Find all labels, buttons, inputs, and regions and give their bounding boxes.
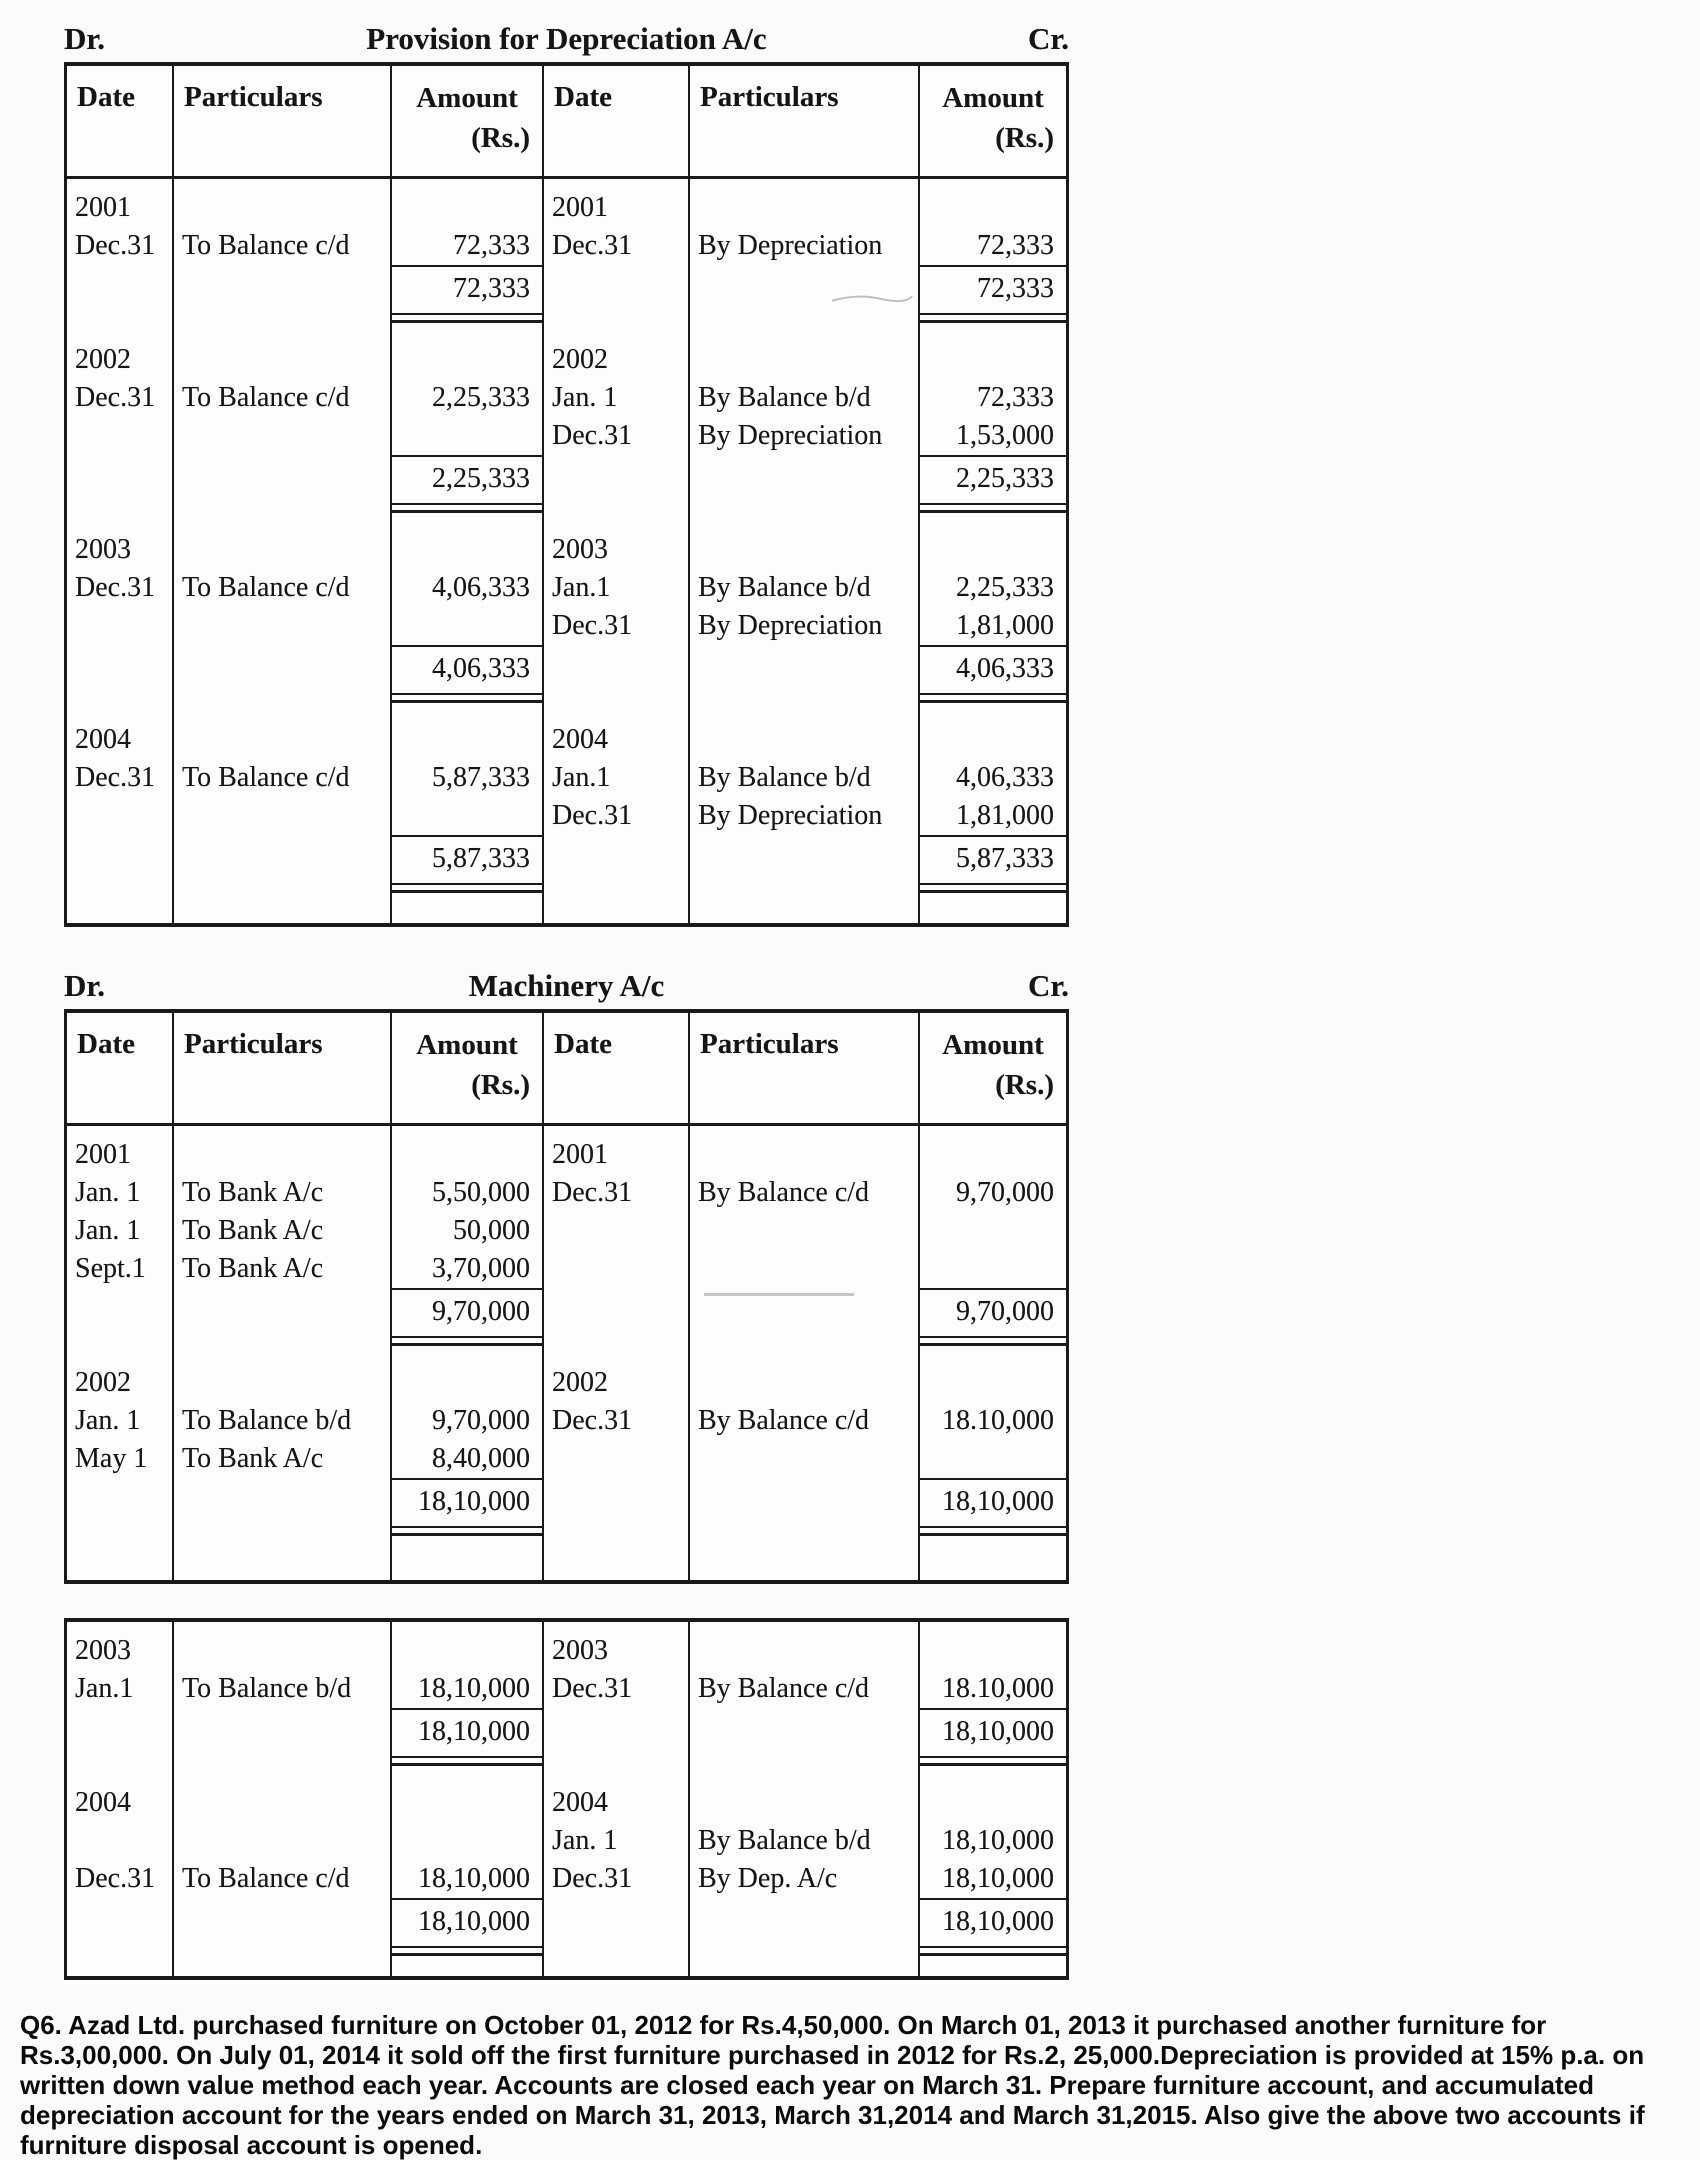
cr-label: Cr. <box>1027 21 1069 56</box>
entry-amount: 9,70,000 <box>956 1177 1054 1208</box>
entry-particulars: To Bank A/c <box>182 1253 324 1284</box>
entry-date: Dec.31 <box>552 1177 633 1208</box>
entry-amount: 18,10,000 <box>942 1825 1054 1856</box>
entry-particulars: To Balance c/d <box>182 572 350 603</box>
year-label: 2004 <box>552 1787 608 1818</box>
entry-particulars: By Depreciation <box>698 420 883 451</box>
entry-amount: 5,87,333 <box>432 762 530 793</box>
double-rule <box>920 1338 1066 1346</box>
col-header-particulars: Particulars <box>700 1028 839 1060</box>
total-amount: 5,87,333 <box>392 835 542 885</box>
col-header-date: Date <box>77 1028 135 1060</box>
total-amount: 72,333 <box>392 265 542 315</box>
entry-date: Dec.31 <box>552 420 633 451</box>
total-amount: 72,333 <box>920 265 1066 315</box>
double-rule <box>392 1948 542 1956</box>
depreciation-account-table <box>64 62 1069 927</box>
entry-amount: 18.10,000 <box>942 1405 1054 1436</box>
entry-particulars: To Balance c/d <box>182 230 350 261</box>
entry-particulars: By Depreciation <box>698 800 883 831</box>
col-header-amount: Amount <box>416 82 518 114</box>
entry-date: Dec.31 <box>552 1673 633 1704</box>
entry-amount: 50,000 <box>453 1215 530 1246</box>
total-amount: 4,06,333 <box>920 645 1066 695</box>
year-section-2003 <box>67 521 1066 711</box>
total-amount: 4,06,333 <box>392 645 542 695</box>
spacer-line <box>174 189 390 227</box>
double-rule <box>392 1528 542 1536</box>
double-rule <box>392 1758 542 1766</box>
col-header-date: Date <box>554 81 612 113</box>
col-header-rs: (Rs.) <box>995 1069 1054 1101</box>
year-label: 2001 <box>75 192 131 223</box>
entry-amount: 2,25,333 <box>432 382 530 413</box>
entry-particulars: By Depreciation <box>698 230 883 261</box>
entry-particulars: By Balance c/d <box>698 1177 870 1208</box>
double-rule <box>920 1948 1066 1956</box>
spacer-line <box>690 341 918 379</box>
spacer-line <box>690 1784 918 1822</box>
double-rule <box>392 315 542 323</box>
account-caption-depreciation <box>64 16 1069 62</box>
entry-date: Dec.31 <box>75 1863 156 1894</box>
spacer-line <box>392 189 542 227</box>
year-label: 2001 <box>552 192 608 223</box>
entry-particulars: To Balance c/d <box>182 762 350 793</box>
entry-particulars: By Balance c/d <box>698 1673 870 1704</box>
double-rule <box>920 1528 1066 1536</box>
entry-date: Dec.31 <box>75 572 156 603</box>
spacer-line <box>392 721 542 759</box>
spacer-line <box>174 341 390 379</box>
entry-particulars: By Balance b/d <box>698 1825 871 1856</box>
spacer-line <box>920 531 1066 569</box>
double-rule <box>920 695 1066 703</box>
col-header-rs: (Rs.) <box>471 122 530 154</box>
scan-artifact <box>704 1293 854 1296</box>
spacer-line <box>920 1784 1066 1822</box>
spacer-line <box>920 189 1066 227</box>
entry-date: Dec.31 <box>75 382 156 413</box>
spacer-line <box>174 531 390 569</box>
entry-date: Jan.1 <box>75 1673 134 1704</box>
entry-amount <box>392 1822 542 1860</box>
year-section-2004 <box>67 711 1066 923</box>
spacer-line <box>690 1632 918 1670</box>
entry-particulars: To Balance c/d <box>182 1863 350 1894</box>
double-rule <box>392 505 542 513</box>
entry-amount: 72,333 <box>977 382 1054 413</box>
entry-particulars: By Dep. A/c <box>698 1863 838 1894</box>
entry-amount: 3,70,000 <box>432 1253 530 1284</box>
entry-date: Jan.1 <box>552 572 611 603</box>
entry-particulars: By Balance b/d <box>698 572 871 603</box>
entry-amount: 8,40,000 <box>432 1443 530 1474</box>
spacer-line <box>392 1784 542 1822</box>
year-label: 2004 <box>75 724 131 755</box>
entry-amount: 18,10,000 <box>418 1863 530 1894</box>
total-amount: 18,10,000 <box>392 1708 542 1758</box>
entry-particulars: To Bank A/c <box>182 1215 324 1246</box>
year-section-2003 <box>67 1622 1066 1774</box>
table-header <box>67 1013 1066 1126</box>
entry-amount: 18.10,000 <box>942 1673 1054 1704</box>
year-label: 2004 <box>552 724 608 755</box>
year-label: 2003 <box>552 1635 608 1666</box>
total-amount: 18,10,000 <box>920 1898 1066 1948</box>
spacer-line <box>920 1632 1066 1670</box>
question-text: Q6. Azad Ltd. purchased furniture on October 01, 2012 for Rs.4,50,000. On March 01, 2013 it purchased another furniture for Rs.3,00,000. On July 01, 2014 it sold off the first furniture purchased in 2012 for Rs.2, 25,000.Depreciation is provided at 15% p.a. on written down value method each year. Accounts are closed each year on March 31. Prepare furniture account, and accumulated depreciation account for the years ended on March 31, 2013, March 31,2014 and March 31,2015. Also give the above two accounts if furniture disposal account is opened. <box>20 2010 1645 2160</box>
entry-particulars: To Bank A/c <box>182 1177 324 1208</box>
year-section-2004 <box>67 1774 1066 1976</box>
entry-date: Dec.31 <box>75 230 156 261</box>
double-rule <box>392 1338 542 1346</box>
total-amount: 18,10,000 <box>392 1898 542 1948</box>
spacer-line <box>920 1136 1066 1174</box>
col-header-rs: (Rs.) <box>471 1069 530 1101</box>
total-amount: 18,10,000 <box>920 1478 1066 1528</box>
account-caption-machinery <box>64 963 1069 1009</box>
spacer-line <box>690 1364 918 1402</box>
col-header-particulars: Particulars <box>184 81 323 113</box>
year-label: 2002 <box>75 344 131 375</box>
table-header <box>67 66 1066 179</box>
entry-amount: 1,53,000 <box>956 420 1054 451</box>
entry-amount: 72,333 <box>977 230 1054 261</box>
double-rule <box>392 695 542 703</box>
double-rule <box>920 315 1066 323</box>
spacer-line <box>690 531 918 569</box>
double-rule <box>920 505 1066 513</box>
scan-artifact <box>830 291 914 305</box>
year-section-2001 <box>67 179 1066 331</box>
account-title: Machinery A/c <box>468 968 665 1003</box>
entry-particulars: By Balance c/d <box>698 1405 870 1436</box>
entry-amount: 1,81,000 <box>956 800 1054 831</box>
total-amount: 5,87,333 <box>920 835 1066 885</box>
entry-date: Dec.31 <box>75 762 156 793</box>
col-header-particulars: Particulars <box>700 81 839 113</box>
entry-amount: 4,06,333 <box>432 572 530 603</box>
spacer-line <box>174 1632 390 1670</box>
entry-particulars <box>174 1822 390 1860</box>
spacer-line <box>174 1364 390 1402</box>
year-section-2002 <box>67 331 1066 521</box>
entry-amount: 72,333 <box>453 230 530 261</box>
entry-amount: 18,10,000 <box>418 1673 530 1704</box>
entry-date: Jan. 1 <box>75 1405 141 1436</box>
spacer-line <box>392 1136 542 1174</box>
entry-date: Jan. 1 <box>75 1177 141 1208</box>
entry-particulars: By Balance b/d <box>698 382 871 413</box>
entry-date: Sept.1 <box>75 1253 146 1284</box>
spacer-line <box>392 1364 542 1402</box>
dr-label: Dr. <box>64 968 106 1003</box>
spacer-line <box>392 1632 542 1670</box>
cr-label: Cr. <box>1027 968 1069 1003</box>
year-label: 2001 <box>552 1139 608 1170</box>
spacer-line <box>920 1364 1066 1402</box>
spacer-line <box>920 341 1066 379</box>
total-amount: 18,10,000 <box>920 1708 1066 1758</box>
spacer-line <box>174 1784 390 1822</box>
double-rule <box>920 885 1066 893</box>
entry-amount: 5,50,000 <box>432 1177 530 1208</box>
entry-date: May 1 <box>75 1443 148 1474</box>
spacer-line <box>920 721 1066 759</box>
page-content <box>64 16 1069 1980</box>
spacer-line <box>690 1136 918 1174</box>
spacer-line <box>392 341 542 379</box>
entry-amount: 2,25,333 <box>956 572 1054 603</box>
entry-amount: 4,06,333 <box>956 762 1054 793</box>
entry-date: Jan.1 <box>552 762 611 793</box>
col-header-amount: Amount <box>942 1029 1044 1061</box>
entry-particulars: To Balance b/d <box>182 1405 352 1436</box>
total-amount: 9,70,000 <box>920 1288 1066 1338</box>
spacer-line <box>690 721 918 759</box>
entry-amount: 1,81,000 <box>956 610 1054 641</box>
machinery-account-continuation-table <box>64 1618 1069 1980</box>
entry-particulars: By Balance b/d <box>698 762 871 793</box>
spacer-line <box>690 189 918 227</box>
entry-amount: 18,10,000 <box>942 1863 1054 1894</box>
dr-label: Dr. <box>64 21 106 56</box>
year-section-2002 <box>67 1354 1066 1580</box>
entry-amount: 9,70,000 <box>432 1405 530 1436</box>
entry-date: Jan. 1 <box>75 1215 141 1246</box>
double-rule <box>392 885 542 893</box>
spacer-line <box>392 531 542 569</box>
year-section-2001 <box>67 1126 1066 1354</box>
year-label: 2004 <box>75 1787 131 1818</box>
entry-particulars: To Balance b/d <box>182 1673 352 1704</box>
entry-date: Jan. 1 <box>552 1825 618 1856</box>
year-label: 2002 <box>552 344 608 375</box>
total-amount: 9,70,000 <box>392 1288 542 1338</box>
spacer-line <box>174 721 390 759</box>
year-label: 2003 <box>75 534 131 565</box>
entry-date <box>67 1822 172 1860</box>
col-header-date: Date <box>554 1028 612 1060</box>
year-label: 2003 <box>75 1635 131 1666</box>
col-header-amount: Amount <box>416 1029 518 1061</box>
double-rule <box>920 1758 1066 1766</box>
year-label: 2002 <box>75 1367 131 1398</box>
total-amount: 2,25,333 <box>392 455 542 505</box>
entry-particulars: To Bank A/c <box>182 1443 324 1474</box>
col-header-particulars: Particulars <box>184 1028 323 1060</box>
year-label: 2001 <box>75 1139 131 1170</box>
entry-particulars: By Depreciation <box>698 610 883 641</box>
col-header-rs: (Rs.) <box>995 122 1054 154</box>
account-title: Provision for Depreciation A/c <box>366 21 767 56</box>
entry-date: Jan. 1 <box>552 382 618 413</box>
spacer-line <box>174 1136 390 1174</box>
col-header-amount: Amount <box>942 82 1044 114</box>
entry-date: Dec.31 <box>552 610 633 641</box>
col-header-date: Date <box>77 81 135 113</box>
entry-date: Dec.31 <box>552 230 633 261</box>
year-label: 2003 <box>552 534 608 565</box>
entry-date: Dec.31 <box>552 800 633 831</box>
entry-date: Dec.31 <box>552 1405 633 1436</box>
entry-particulars: To Balance c/d <box>182 382 350 413</box>
year-label: 2002 <box>552 1367 608 1398</box>
machinery-account-table <box>64 1009 1069 1584</box>
entry-date: Dec.31 <box>552 1863 633 1894</box>
total-amount: 18,10,000 <box>392 1478 542 1528</box>
total-amount: 2,25,333 <box>920 455 1066 505</box>
